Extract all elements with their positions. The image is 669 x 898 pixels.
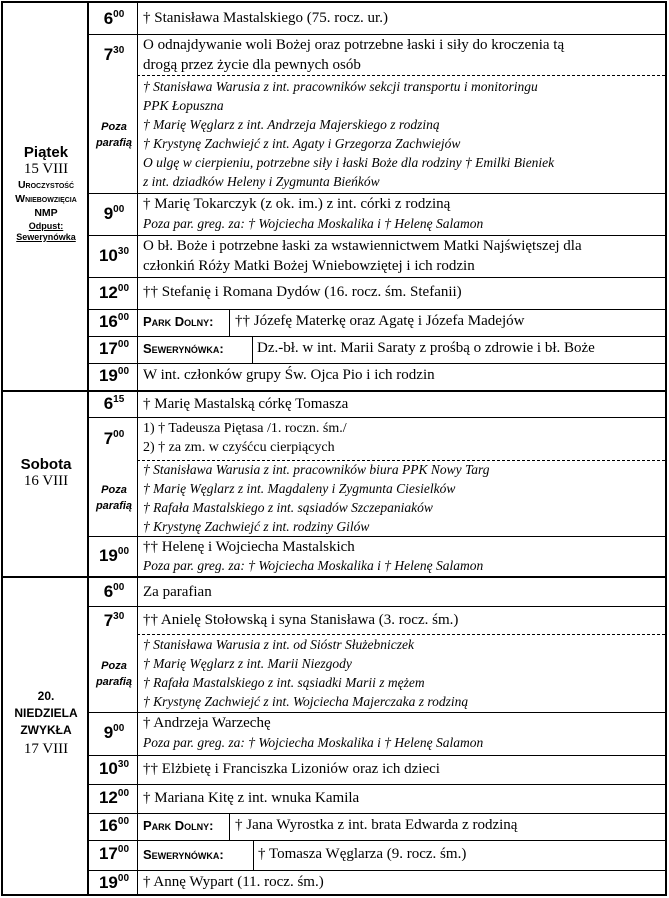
- place-divider: [252, 336, 253, 363]
- mass-intention: †† Anielę Stołowską i syna Stanisława (3. rocz. śm.): [143, 612, 459, 628]
- mass-time: $7^{30}$: [103, 611, 125, 630]
- mass-time: $10^{30}$: [98, 246, 130, 265]
- mass-intention: drogą przez życie dla pewnych osób: [143, 57, 361, 73]
- outside-parish-intention: † Krystynę Zachwiejć z int. Wojciecha Majerczaka z rodziną: [143, 694, 469, 709]
- poza-parafia-label: Poza parafią: [95, 660, 133, 688]
- day-friday: [3, 113, 89, 273]
- day-name: ZWYKŁA: [20, 723, 72, 737]
- mass-location: Park Dolny:: [143, 818, 214, 833]
- day-saturday: [3, 443, 89, 503]
- feast-name: Uroczystość Wniebowzięcia NMP: [15, 178, 77, 219]
- day-date: 17 VIII: [23, 741, 69, 757]
- mass-time: $17^{00}$: [98, 844, 130, 863]
- mass-intention: 2) † za zm. w czyśćcu cierpiących: [143, 440, 335, 455]
- outside-parish-intention: † Stanisława Warusia z int. pracowników biura PPK Nowy Targ: [143, 462, 490, 477]
- poza-parafia-label: Poza parafią: [95, 121, 133, 149]
- day-name: Piątek: [23, 143, 69, 161]
- outside-parish-intention: † Krystynę Zachwiejć z int. rodziny Gilów: [143, 519, 370, 534]
- gregorian-note: Poza par. greg. za: † Wojciecha Moskalika i † Helenę Salamon: [143, 216, 484, 231]
- day-name: 20.: [37, 689, 55, 703]
- gregorian-note: Poza par. greg. za: † Wojciecha Moskalika i † Helenę Salamon: [143, 558, 484, 573]
- mass-intention: członkiń Róży Matki Bożej Wniebowziętej i ich rodzin: [143, 258, 475, 274]
- mass-time: $10^{30}$: [98, 759, 130, 778]
- mass-intention: †† Józefę Materkę oraz Agatę i Józefa Madejów: [235, 313, 525, 329]
- mass-intention: 1) † Tadeusza Piętasa /1. roczn. śm./: [143, 421, 347, 436]
- mass-intention: W int. członków grupy Św. Ojca Pio i ich rodzin: [143, 367, 435, 383]
- mass-intention: O odnajdywanie woli Bożej oraz potrzebne łaski i siły do kroczenia tą: [143, 37, 565, 53]
- mass-intention: † Jana Wyrostka z int. brata Edwarda z rodziną: [235, 817, 518, 833]
- mass-intention: † Andrzeja Warzechę: [143, 715, 271, 731]
- day-name: Sobota: [20, 456, 72, 473]
- gregorian-note: Poza par. greg. za: † Wojciecha Moskalika i † Helenę Salamon: [143, 735, 484, 750]
- outside-parish-intention: † Marię Węglarz z int. Andrzeja Majerskiego z rodziną: [143, 117, 440, 132]
- mass-time: $17^{00}$: [98, 339, 130, 358]
- mass-time: $9^{00}$: [103, 204, 125, 223]
- mass-intention: † Stanisława Mastalskiego (75. rocz. ur.): [143, 10, 388, 26]
- mass-intention: † Marię Tokarczyk (z ok. im.) z int. córki z rodziną: [143, 196, 451, 212]
- mass-time: $19^{00}$: [98, 873, 130, 892]
- outside-parish-intention: † Marię Węglarz z int. Magdaleny i Zygmunta Ciesielków: [143, 481, 456, 496]
- mass-time: $16^{00}$: [98, 312, 130, 331]
- mass-intention: †† Stefanię i Romana Dydów (16. rocz. śm. Stefanii): [143, 284, 462, 300]
- day-sunday: [3, 673, 89, 773]
- mass-time: $16^{00}$: [98, 816, 130, 835]
- outside-parish-intention: O ulgę w cierpieniu, potrzebne siły i łaski Boże dla rodziny † Emilki Bieniek: [143, 155, 555, 170]
- poza-parafia-label: Poza parafią: [95, 484, 133, 512]
- mass-time: $7^{00}$: [103, 429, 125, 448]
- mass-location: Park Dolny:: [143, 314, 214, 329]
- mass-intention: † Tomasza Węglarza (9. rocz. śm.): [258, 846, 467, 862]
- mass-time: $19^{00}$: [98, 546, 130, 565]
- mass-time: $12^{00}$: [98, 788, 130, 807]
- mass-time: $7^{30}$: [103, 45, 125, 64]
- day-date: 15 VIII: [23, 160, 69, 177]
- place-divider: [229, 813, 230, 840]
- mass-intention: O bł. Boże i potrzebne łaski za wstawiennictwem Matki Najświętszej dla: [143, 238, 582, 254]
- outside-parish-intention: † Krystynę Zachwiejć z int. Agaty i Grzegorza Zachwiejów: [143, 136, 461, 151]
- mass-time: $6^{15}$: [103, 394, 125, 413]
- mass-time: $9^{00}$: [103, 723, 125, 742]
- outside-parish-intention: † Stanisława Warusia z int. od Sióstr Służebniczek: [143, 637, 415, 652]
- mass-schedule-table: [1, 1, 667, 896]
- mass-time: $6^{00}$: [103, 9, 125, 28]
- outside-parish-intention: † Stanisława Warusia z int. pracowników sekcji transportu i monitoringu: [143, 79, 538, 94]
- place-divider: [229, 309, 230, 336]
- day-name: NIEDZIELA: [14, 706, 78, 720]
- outside-parish-intention: † Marię Węglarz z int. Marii Niezgody: [143, 656, 352, 671]
- mass-intention: †† Helenę i Wojciecha Mastalskich: [143, 539, 355, 555]
- outside-parish-intention: PPK Łopuszna: [143, 98, 224, 113]
- mass-intention: Za parafian: [143, 584, 212, 600]
- outside-parish-intention: † Rafała Mastalskiego z int. sąsiadki Marii z mężem: [143, 675, 425, 690]
- mass-intention: † Marię Mastalską córkę Tomasza: [143, 396, 349, 412]
- outside-parish-intention: † Rafała Mastalskiego z int. sąsiadów Szczepaniaków: [143, 500, 433, 515]
- outside-parish-intention: z int. dziadków Heleny i Zygmunta Bieńków: [143, 174, 380, 189]
- mass-time: $19^{00}$: [98, 366, 130, 385]
- mass-intention: †† Elżbietę i Franciszka Lizoniów oraz ich dzieci: [143, 761, 440, 777]
- place-divider: [253, 840, 254, 870]
- mass-time: $12^{00}$: [98, 283, 130, 302]
- mass-intention: Dz.-bł. w int. Marii Saraty z prośbą o zdrowie i bł. Boże: [257, 340, 595, 356]
- mass-location: Sewerynówka:: [143, 341, 224, 356]
- odpust-note: Odpust: Sewerynówka: [16, 220, 76, 242]
- mass-intention: † Annę Wypart (11. rocz. śm.): [143, 874, 324, 890]
- mass-intention: † Mariana Kitę z int. wnuka Kamila: [143, 790, 360, 806]
- day-date: 16 VIII: [23, 473, 69, 489]
- mass-time: $6^{00}$: [103, 582, 125, 601]
- mass-location: Sewerynówka:: [143, 847, 224, 862]
